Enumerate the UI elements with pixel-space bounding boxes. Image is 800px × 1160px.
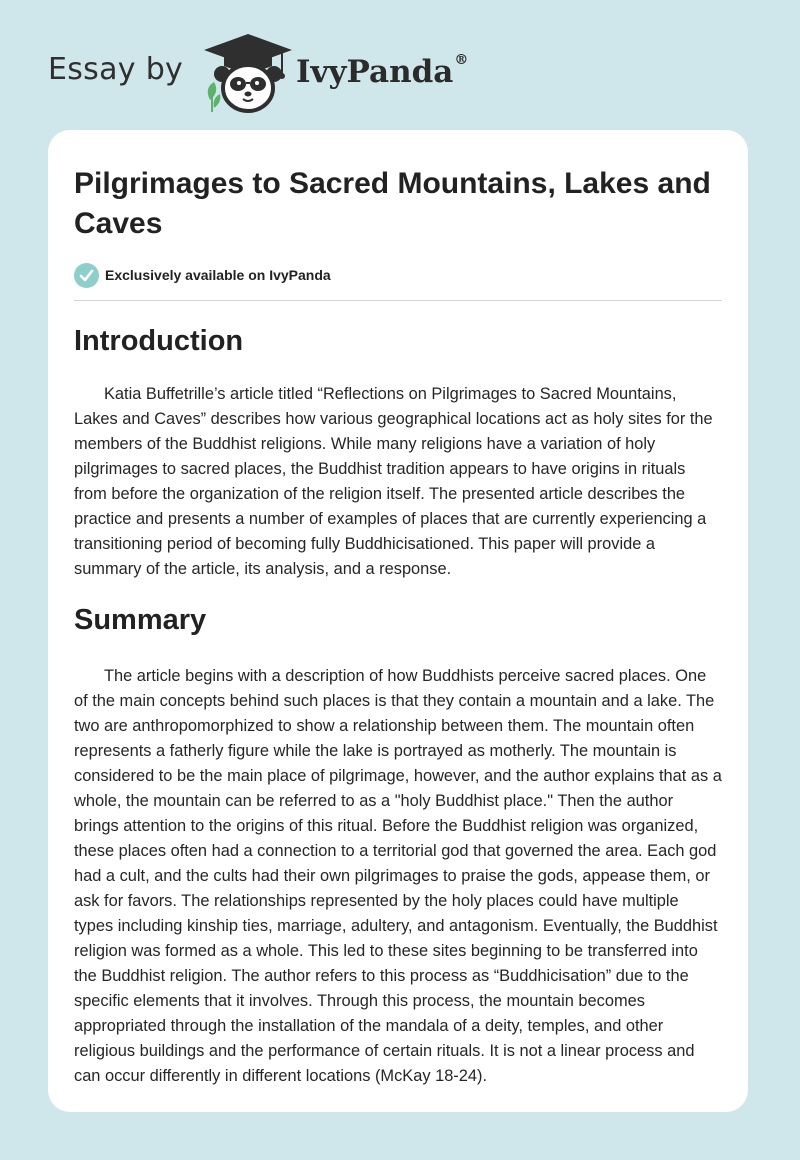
essay-card <box>48 130 748 1112</box>
brand-name-text: IvyPanda <box>296 54 454 90</box>
divider <box>74 300 722 301</box>
section-heading-introduction: Introduction <box>74 325 244 357</box>
exclusive-label: Exclusively available on IvyPanda <box>105 267 331 283</box>
brand-name[interactable] <box>296 54 468 90</box>
check-icon <box>74 263 99 288</box>
section-paragraph-introduction: Katia Buffetrille’s article titled “Reflections on Pilgrimages to Sacred Mountains, Lakes and Caves” describes how various geographical locations act as holy sites for the members of the Buddhist religions. While many religions have a variation of holy pilgrimages to sacred places, the Buddhist tradition appears to have origins in rituals from before the organization of the religion itself. The presented article describes the practice and presents a number of examples of places that are currently experiencing a transitioning period of becoming fully Buddhicisationed. This paper will provide a summary of the article, its analysis, and a response. <box>74 385 713 578</box>
registered-mark: ® <box>454 52 469 68</box>
site-header <box>0 0 800 130</box>
essay-title: Pilgrimages to Sacred Mountains, Lakes and Caves <box>74 167 711 240</box>
section-heading-summary: Summary <box>74 604 207 636</box>
exclusive-notice <box>74 262 722 288</box>
panda-graduate-icon[interactable] <box>200 30 296 116</box>
section-paragraph-summary: The article begins with a description of how Buddhists perceive sacred places. One of the main concepts behind such places is that they contain a mountain and a lake. The two are anthropomorphized to show a relationship between them. The mountain often represents a fatherly figure while the lake is portrayed as motherly. The mountain is considered to be the main place of pilgrimage, however, and the author explains that as a whole, the mountain can be referred to as a "holy Buddhist place." Then the author brings attention to the origins of this ritual. Before the Buddhist religion was organized, these places often had a connection to a territorial god that governed the area. Each god had a cult, and the cults had their own pilgrimages to praise the gods, appease them, or ask for favors. The relationships represented by the holy places could have multiple types including kinship ties, marriage, adultery, and antagonism. Eventually, the Buddhist religion was formed as a whole. This led to these sites beginning to be transferred into the Buddhist religion. The author refers to this process as “Buddhicisation” due to the specific elements that it involves. Through this process, the mountain becomes appropriated through the installation of the mandala of a deity, temples, and other religious buildings and the performance of certain rituals. It is not a linear process and can occur differently in different locations (McKay 18-24). <box>74 667 722 1085</box>
essay-by-label: Essay by <box>48 52 184 87</box>
